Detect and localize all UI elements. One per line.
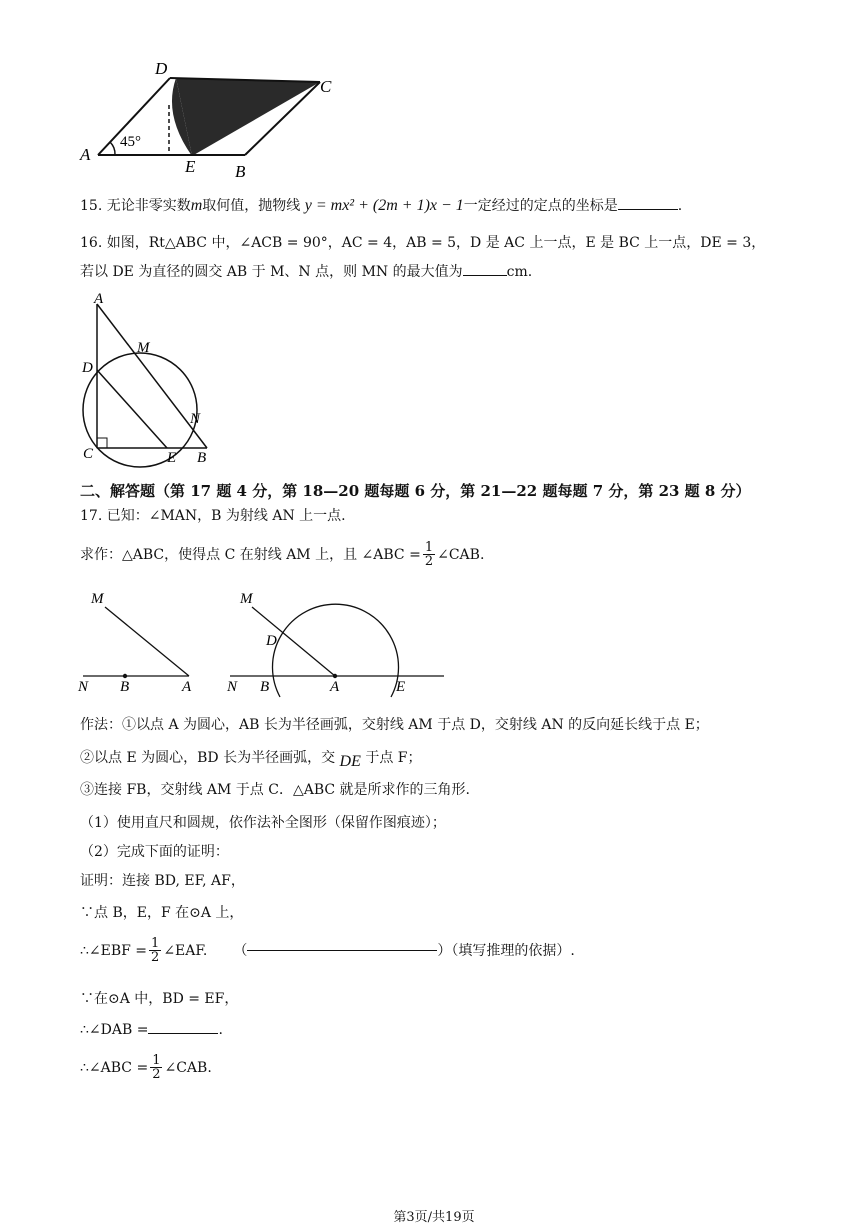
q17-require-b: ∠CAB. (437, 546, 485, 563)
q17-proof-3a: ∴∠EBF = (80, 942, 148, 959)
frac-num: 1 (152, 1053, 161, 1068)
label-C: C (320, 77, 332, 96)
q17-proof-6a: ∴∠ABC = (80, 1059, 149, 1076)
angle-MAN-figure (75, 585, 205, 695)
label-D: D (266, 633, 277, 649)
q16-text: 若以 DE 为直径的圆交 AB 于 M、N 点，则 MN 的最大值为 (80, 264, 463, 280)
label-N: N (190, 411, 201, 427)
label-B: B (120, 679, 130, 695)
q17-require-a: 求作：△ABC，使得点 C 在射线 AM 上，且 ∠ABC = (80, 546, 421, 563)
shaded-region (176, 78, 320, 156)
label-M: M (240, 591, 253, 607)
page-number: 第3页/共19页 (393, 1210, 475, 1225)
label-B: B (197, 450, 207, 466)
q17-method-2 (80, 749, 422, 770)
label-C: C (83, 446, 94, 462)
angle-label: 45° (120, 134, 141, 150)
construction-figure (222, 585, 452, 700)
frac-den: 2 (424, 554, 434, 569)
triangle-circle-figure (75, 290, 225, 470)
arc-DE: DE (339, 753, 361, 770)
fraction-half (423, 541, 435, 568)
proof-reason-blank[interactable] (247, 950, 437, 951)
label-A: A (330, 679, 340, 695)
label-M: M (137, 340, 150, 356)
q15-text-a: 15. 无论非零实数 (80, 198, 191, 214)
frac-den: 2 (152, 1067, 161, 1082)
label-D: D (82, 360, 93, 376)
q15-text-c: 一定经过的定点的坐标是 (463, 198, 618, 214)
q17-proof-3b: ∠EAF. (163, 942, 208, 959)
q17-proof-2: ∵点 B，E，F 在⊙A 上， (80, 905, 244, 921)
q17-require (80, 541, 484, 568)
label-E: E (167, 450, 177, 466)
q17-proof-1: 证明：连接 BD, EF, AF， (80, 873, 245, 889)
q15-formula: y = mx² + (2m + 1)x − 1 (304, 197, 464, 214)
frac-den: 2 (151, 950, 160, 965)
label-B: B (260, 679, 270, 695)
fraction-half (149, 937, 161, 964)
q15-answer-blank[interactable] (618, 209, 678, 210)
q15-end: . (677, 198, 683, 214)
q17-proof-6 (80, 1054, 212, 1081)
parallelogram-figure (75, 60, 345, 180)
label-E: E (185, 157, 196, 176)
q17-method-1: 作法：①以点 A 为圆心，AB 长为半径画弧，交射线 AM 于点 D，交射线 AN 的反向延长线于点 E； (80, 717, 709, 733)
frac-num: 1 (424, 540, 434, 555)
label-N: N (227, 679, 238, 695)
q17-proof-3 (80, 937, 575, 964)
label-A: A (80, 145, 91, 164)
q17-proof-6b: ∠CAB. (164, 1059, 212, 1076)
section-2-title: 二、解答题（第 17 题 4 分，第 18—20 题每题 6 分，第 21—22 题每题 7 分，第 23 题 8 分） (80, 482, 751, 500)
fraction-half (150, 1054, 162, 1081)
q15-var-m: m (190, 197, 203, 214)
label-N: N (78, 679, 89, 695)
question-16-line1: 16. 如图，Rt△ABC 中，∠ACB = 90°，AC = 4，AB = 5，D 是 AC 上一点，E 是 BC 上一点，DE = 3， (80, 235, 766, 251)
label-B: B (235, 162, 246, 180)
label-A: A (182, 679, 192, 695)
q17-method-2a: ②以点 E 为圆心，BD 长为半径画弧，交 (80, 750, 336, 766)
label-E: E (396, 679, 406, 695)
q17-task-1: （1）使用直尺和圆规，依作法补全图形（保留作图痕迹）； (80, 815, 446, 831)
label-D: D (155, 60, 168, 78)
q17-task-2: （2）完成下面的证明： (80, 844, 229, 860)
q17-proof-5a: ∴∠DAB = (80, 1022, 149, 1038)
q16-answer-blank[interactable] (463, 275, 507, 276)
label-A: A (94, 291, 104, 307)
q16-unit: cm. (506, 264, 533, 280)
q17-known: 17. 已知：∠MAN，B 为射线 AN 上一点. (80, 508, 346, 524)
angle-DAB-blank[interactable] (148, 1033, 218, 1034)
q17-proof-4: ∵在⊙A 中，BD = EF， (80, 991, 239, 1007)
q17-method-2b: 于点 F； (365, 750, 422, 766)
q17-method-3: ③连接 FB，交射线 AM 于点 C．△ABC 就是所求作的三角形. (80, 782, 470, 798)
q17-proof-5b: . (218, 1022, 223, 1038)
question-15 (80, 197, 682, 215)
q17-proof-5 (80, 1021, 223, 1039)
q15-text-b: 取何值，抛物线 (202, 198, 301, 214)
q17-proof-3d: ）（填写推理的依据）. (437, 942, 575, 959)
frac-num: 1 (151, 936, 160, 951)
label-M: M (91, 591, 104, 607)
q17-proof-3c: （ (233, 942, 248, 959)
question-16-line2 (80, 263, 532, 281)
